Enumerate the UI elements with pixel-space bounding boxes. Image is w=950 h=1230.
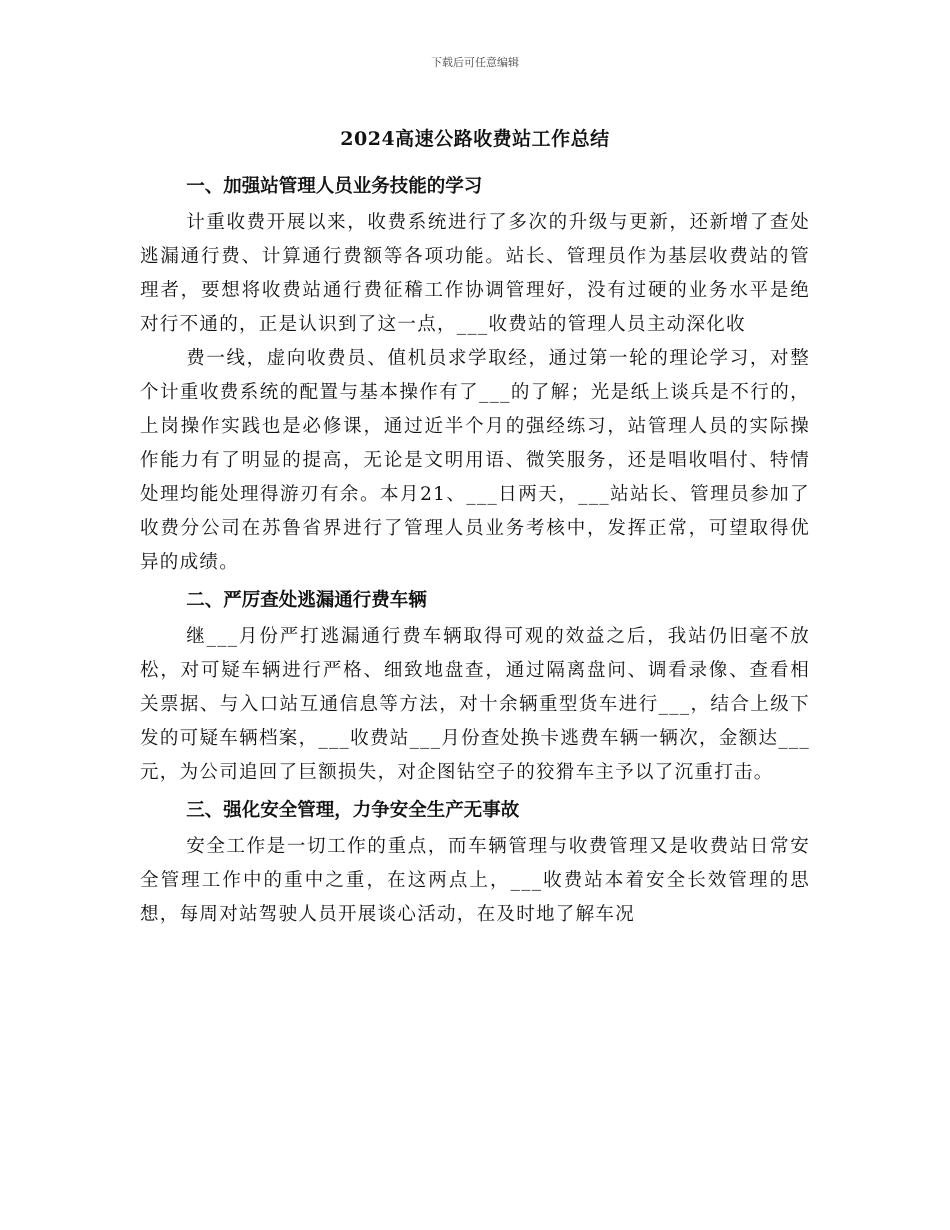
header-note: 下载后可任意编辑: [431, 56, 519, 69]
document-title: 2024高速公路收费站工作总结: [340, 128, 610, 150]
document-body: [140, 170, 810, 932]
section-heading-2: 二、严厉查处逃漏通行费车辆: [186, 590, 427, 611]
section-1-paragraph-2: 费一线，虚向收费员、值机员求学取经，通过第一轮的理论学习，对整个计重收费系统的配置与基本操作有了___的了解；光是纸上谈兵是不行的，上岗操作实践也是必修课，通过近半个月的强经练习，站管理人员的实际操作能力有了明显的提高，无论是文明用语、微笑服务，还是唱收唱付、特情处理均能处理得游刃有余。本月21、___日两天，___站站长、管理员参加了收费分公司在苏鲁省界进行了管理人员业务考核中，发挥正常，可望取得优异的成绩。: [140, 348, 810, 573]
section-heading-3: 三、强化安全管理，力争安全生产无事故: [186, 800, 520, 821]
section-heading-1: 一、加强站管理人员业务技能的学习: [186, 176, 483, 197]
section-1-paragraph-1: 计重收费开展以来，收费系统进行了多次的升级与更新，还新增了查处逃漏通行费、计算通行费额等各项功能。站长、管理员作为基层收费站的管理者，要想将收费站通行费征稽工作协调管理好，没有过硬的业务水平是绝对行不通的，正是认识到了这一点，___收费站的管理人员主动深化收: [140, 212, 810, 335]
section-2-paragraph-1: 继___月份严打逃漏通行费车辆取得可观的效益之后，我站仍旧毫不放松，对可疑车辆进行严格、细致地盘查，通过隔离盘问、调看录像、查看相关票据、与入口站互通信息等方法，对十余辆重型货车进行___，结合上级下发的可疑车辆档案，___收费站___月份查处换卡逃费车辆一辆次，金额达___元，为公司追回了巨额损失，对企图钻空子的狡猾车主予以了沉重打击。: [140, 626, 810, 783]
section-3-paragraph-1: 安全工作是一切工作的重点，而车辆管理与收费管理又是收费站日常安全管理工作中的重中之重，在这两点上，___收费站本着安全长效管理的思想，每周对站驾驶人员开展谈心活动，在及时地了解车况: [140, 836, 810, 925]
